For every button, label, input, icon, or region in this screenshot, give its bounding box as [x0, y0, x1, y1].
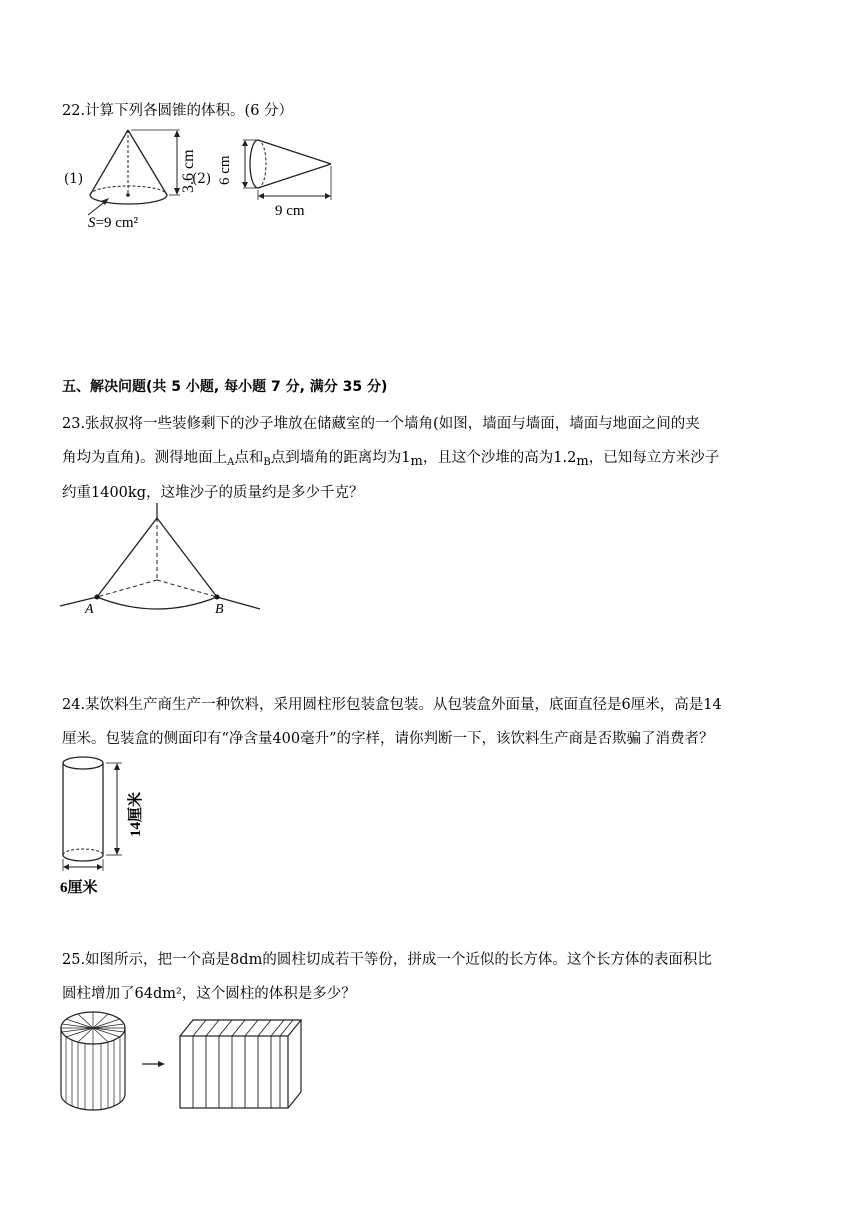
q23-text-e: ，已知每立方米沙子: [588, 450, 720, 466]
cone-figure-2: [213, 133, 343, 223]
q23-text-c: 点到墙角的距离均为1: [270, 450, 411, 466]
q23-point-a: A: [227, 457, 235, 468]
cone-figure-1: [85, 125, 205, 235]
q23-text-a: 角均为直角)。测得地面上: [62, 450, 228, 466]
svg-text:S=9 cm²: [88, 215, 139, 231]
point-b-label: B: [215, 602, 224, 617]
cone2-length-label: 9 cm: [275, 203, 305, 219]
cone1-area-s: S: [88, 215, 96, 231]
q25-line2: 圆柱增加了64dm²，这个圆柱的体积是多少？: [62, 986, 356, 1002]
q22-title: 22.计算下列各圆锥的体积。(6 分）: [62, 103, 294, 119]
sand-pile-figure: [60, 503, 270, 618]
cylinder-diameter-label: 6厘米: [60, 880, 98, 896]
q23-line2: [62, 448, 719, 473]
q22-part2-label: (2): [192, 171, 212, 187]
q23-point-b: B: [263, 457, 271, 468]
q25-line1: 25.如图所示，把一个高是8dm的圆柱切成若干等份，拼成一个近似的长方体。这个长方体的表面积比: [62, 952, 712, 968]
q22-part1-label: (1): [64, 171, 84, 187]
q24-line2: 厘米。包装盒的侧面印有“净含量400毫升”的字样，请你判断一下，该饮料生产商是否欺骗了消费者？: [62, 731, 714, 747]
q23-text-d: ，且这个沙堆的高为1.2: [422, 450, 577, 466]
q23-unit-m1: m: [410, 454, 423, 469]
cone1-height-label: 3.6 cm: [180, 149, 197, 193]
q23-line3: 约重1400kg，这堆沙子的质量约是多少千克？: [62, 485, 364, 501]
point-a-label: A: [85, 602, 94, 617]
cone2-diameter-label: 6 cm: [217, 155, 233, 185]
q24-line1: 24.某饮料生产商生产一种饮料，采用圆柱形包装盒包装。从包装盒外面量，底面直径是6厘米，高是14: [62, 697, 722, 713]
cylinder-cut-figure: [58, 1006, 308, 1116]
cylinder-figure: [60, 753, 150, 898]
q23-unit-m2: m: [576, 454, 589, 469]
cone1-area-label: =9 cm²: [95, 215, 139, 231]
q23-line1: 23.张叔叔将一些装修剩下的沙子堆放在储藏室的一个墙角(如图，墙面与墙面，墙面与地面之间的夹: [62, 416, 700, 432]
q23-text-b: 点和: [234, 450, 264, 466]
section-5-heading: 五、解决问题(共 5 小题, 每小题 7 分, 满分 35 分): [62, 379, 388, 395]
cylinder-height-label: 14厘米: [128, 791, 144, 837]
